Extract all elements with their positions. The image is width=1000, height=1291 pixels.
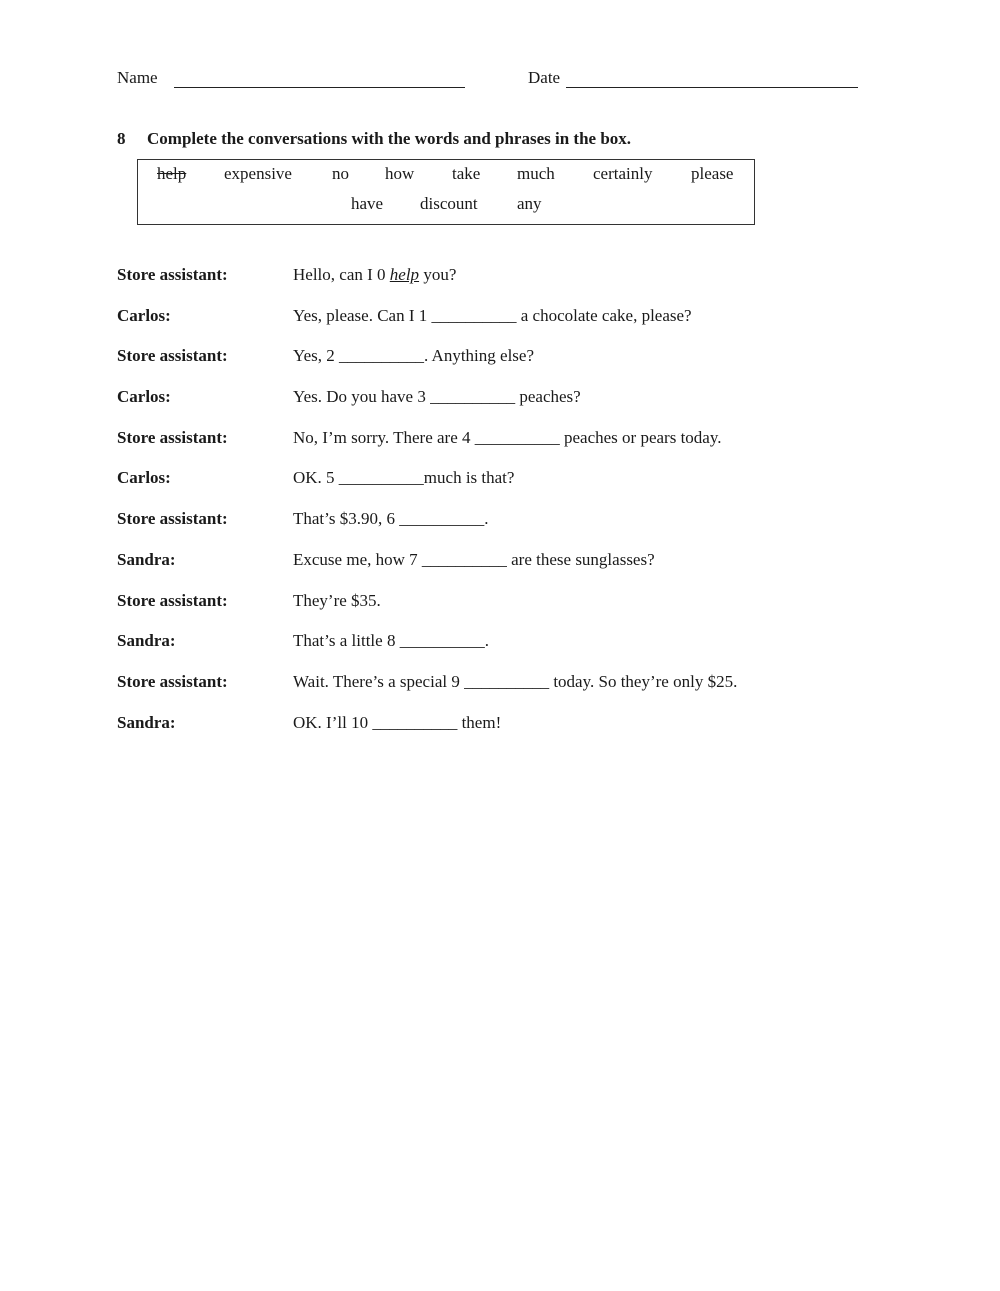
speaker-label: Store assistant:	[117, 590, 228, 610]
dialogue-line	[117, 591, 877, 632]
word-box-word: expensive	[224, 164, 292, 183]
word-box-row-1	[138, 164, 754, 186]
dialogue-line	[117, 346, 877, 387]
utterance: Yes. Do you have 3 __________ peaches?	[293, 387, 581, 407]
word-box-word: no	[332, 164, 349, 183]
word-box-word: much	[517, 164, 555, 183]
dialogue-line	[117, 672, 877, 713]
dialogue-line	[117, 713, 877, 754]
name-date-header	[117, 68, 877, 94]
speaker-label: Store assistant:	[117, 427, 228, 447]
name-field-line	[174, 87, 465, 88]
word-box-row-2	[138, 194, 754, 216]
dialogue-line	[117, 509, 877, 550]
exercise-heading	[117, 129, 631, 149]
speaker-label: Store assistant:	[117, 509, 228, 529]
word-box-word: how	[385, 164, 415, 183]
word-box-word: any	[517, 194, 542, 213]
word-box	[137, 159, 755, 225]
speaker-label: Carlos:	[117, 305, 171, 325]
example-answer: help	[389, 265, 420, 284]
dialogue-line	[117, 631, 877, 672]
utterance-text: Hello, can I 0	[293, 265, 390, 284]
utterance: That’s a little 8 __________.	[293, 631, 489, 651]
speaker-label: Sandra:	[117, 549, 176, 569]
dialogue-line	[117, 265, 877, 306]
word-box-word: help	[157, 164, 187, 183]
utterance: OK. 5 __________much is that?	[293, 468, 515, 488]
name-label: Name	[117, 68, 158, 87]
speaker-label: Carlos:	[117, 387, 171, 407]
dialogue-line	[117, 428, 877, 469]
word-box-word: discount	[420, 194, 478, 213]
utterance: No, I’m sorry. There are 4 __________ peaches or pears today.	[293, 427, 722, 447]
dialogue-line	[117, 468, 877, 509]
dialogue	[117, 265, 877, 753]
utterance-text: you?	[419, 265, 457, 284]
speaker-label: Sandra:	[117, 712, 176, 732]
utterance: Yes, 2 __________. Anything else?	[293, 346, 534, 366]
speaker-label: Store assistant:	[117, 346, 228, 366]
utterance: They’re $35.	[293, 590, 381, 610]
dialogue-line	[117, 306, 877, 347]
dialogue-line	[117, 387, 877, 428]
speaker-label: Carlos:	[117, 468, 171, 488]
speaker-label: Store assistant:	[117, 671, 228, 691]
utterance: Wait. There’s a special 9 __________ today. So they’re only $25.	[293, 671, 738, 691]
speaker-label: Store assistant:	[117, 265, 228, 284]
utterance: Excuse me, how 7 __________ are these sunglasses?	[293, 549, 655, 569]
date-label: Date	[528, 68, 561, 87]
dialogue-line	[117, 550, 877, 591]
utterance	[293, 265, 456, 285]
word-box-word: have	[351, 194, 384, 213]
word-box-word: certainly	[593, 164, 653, 183]
word-box-word: take	[452, 164, 481, 183]
utterance: OK. I’ll 10 __________ them!	[293, 712, 502, 732]
exercise-number: 8	[117, 129, 126, 148]
date-field-line	[566, 87, 858, 88]
utterance: Yes, please. Can I 1 __________ a chocolate cake, please?	[293, 305, 692, 325]
exercise-instruction: Complete the conversations with the words and phrases in the box.	[147, 129, 632, 148]
speaker-label: Sandra:	[117, 631, 176, 651]
word-box-word: please	[691, 164, 734, 183]
utterance: That’s $3.90, 6 __________.	[293, 509, 489, 529]
